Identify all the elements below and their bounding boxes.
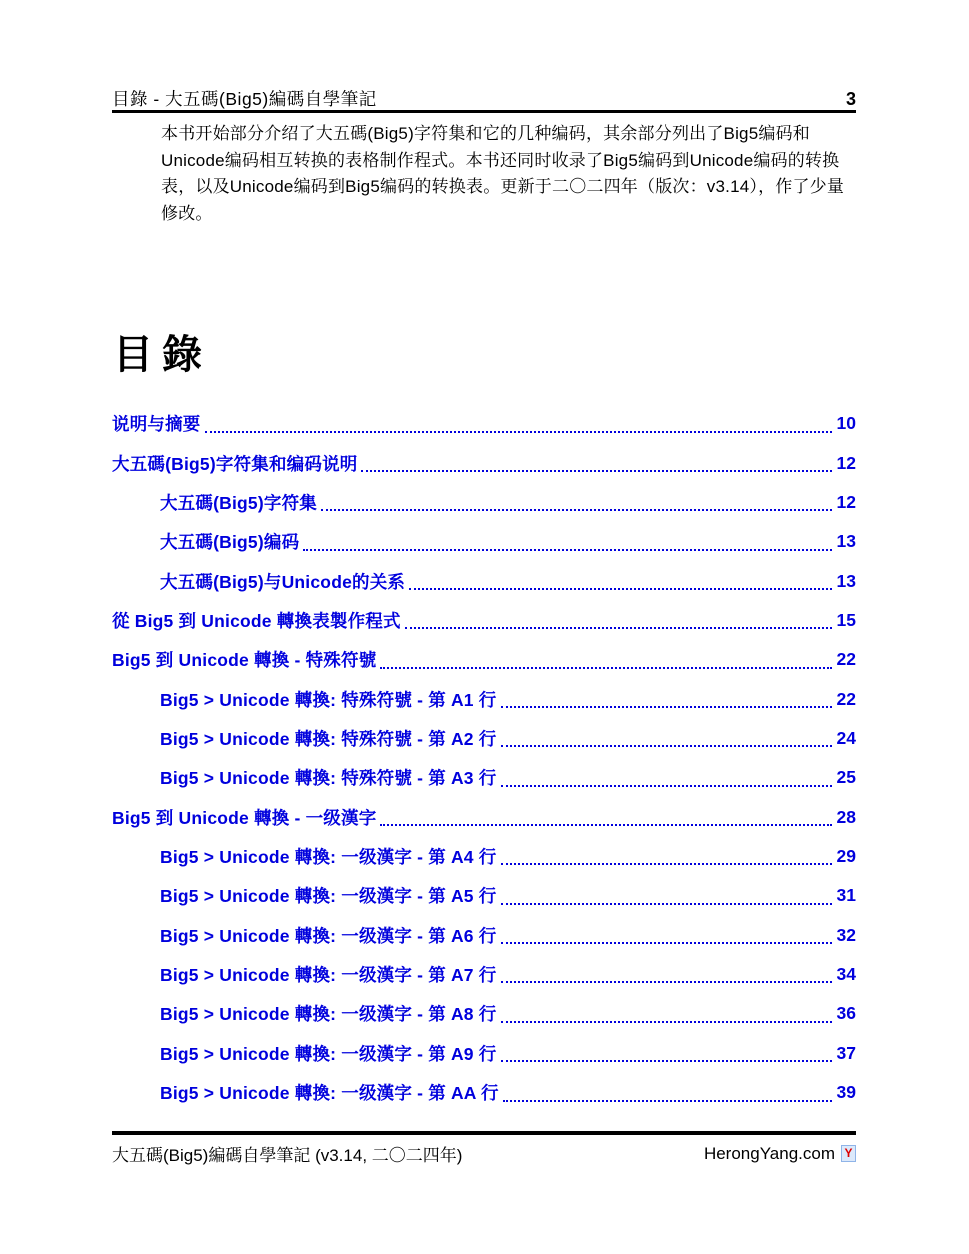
toc-entry-label[interactable]: Big5 > Unicode 轉換: 一级漢字 - 第 A7 行 [160,964,497,985]
toc-leader-dots [380,651,831,669]
footer-site-name[interactable]: HerongYang.com [703,1143,835,1163]
toc-leader-dots [501,847,832,865]
toc-entry-label[interactable]: Big5 > Unicode 轉換: 特殊符號 - 第 A1 行 [160,689,497,710]
toc-entry-label[interactable]: Big5 到 Unicode 轉換 - 特殊符號 [112,650,377,671]
toc-leader-dots [321,493,832,511]
toc-title: 目錄 [113,333,211,377]
toc-page-number[interactable]: 36 [836,1003,856,1024]
toc-entry-label[interactable]: Big5 > Unicode 轉換: 特殊符號 - 第 A3 行 [160,768,497,789]
toc-entry[interactable] [112,915,856,954]
toc-entry-label[interactable]: Big5 > Unicode 轉換: 一级漢字 - 第 A4 行 [160,846,497,867]
toc-list [112,404,856,1112]
toc-entry[interactable] [112,443,856,482]
toc-entry[interactable] [112,994,856,1033]
toc-entry-label[interactable]: Big5 > Unicode 轉換: 一级漢字 - 第 A5 行 [160,886,497,907]
toc-leader-dots [380,808,831,826]
toc-entry-label[interactable]: 大五碼(Big5)字符集和编码说明 [112,453,358,474]
toc-entry[interactable] [112,522,856,561]
toc-page-number[interactable]: 12 [836,491,856,512]
page-header [112,86,856,111]
intro-line: 修改。 [161,204,213,224]
toc-page-number[interactable]: 15 [836,609,856,630]
toc-leader-dots [361,454,831,472]
toc-leader-dots [501,729,832,747]
toc-page-number[interactable]: 25 [836,767,856,788]
toc-leader-dots [501,690,832,708]
toc-entry[interactable] [112,1034,856,1073]
footer-book-title: 大五碼(Big5)編碼自學筆記 (v3.14, 二〇二四年) [112,1146,463,1165]
toc-entry[interactable] [112,1073,856,1112]
toc-entry[interactable] [112,561,856,600]
header-title: 目錄 - 大五碼(Big5)編碼自學筆記 [112,89,377,109]
toc-leader-dots [501,965,832,983]
herongyang-logo-icon: Y [841,1145,856,1162]
toc-entry[interactable] [112,758,856,797]
toc-entry[interactable] [112,876,856,915]
intro-paragraph [161,121,856,228]
toc-entry-label[interactable]: Big5 > Unicode 轉換: 一级漢字 - 第 A8 行 [160,1004,497,1025]
toc-entry-label[interactable]: 说明与摘要 [112,414,201,435]
toc-page-number[interactable]: 28 [836,806,856,827]
toc-entry-label[interactable]: 大五碼(Big5)编码 [160,532,300,553]
toc-leader-dots [501,769,832,787]
footer-site [704,1144,856,1164]
toc-entry[interactable] [112,679,856,718]
toc-leader-dots [501,887,832,905]
toc-page-number[interactable]: 10 [836,413,856,434]
toc-leader-dots [501,1005,832,1023]
toc-page-number[interactable]: 32 [836,924,856,945]
toc-entry-label[interactable]: Big5 > Unicode 轉換: 一级漢字 - 第 A9 行 [160,1043,497,1064]
header-page-number: 3 [845,89,856,109]
toc-page-number[interactable]: 34 [836,963,856,984]
toc-page-number[interactable]: 39 [836,1082,856,1103]
toc-page-number[interactable]: 37 [836,1042,856,1063]
toc-page-number[interactable]: 24 [836,727,856,748]
toc-entry[interactable] [112,640,856,679]
toc-page-number[interactable]: 12 [836,452,856,473]
toc-leader-dots [409,572,831,590]
toc-entry-label[interactable]: Big5 > Unicode 轉換: 特殊符號 - 第 A2 行 [160,728,497,749]
toc-entry[interactable] [112,404,856,443]
toc-page-number[interactable]: 31 [836,885,856,906]
toc-entry-label[interactable]: 大五碼(Big5)与Unicode的关系 [160,571,406,592]
intro-line: 本书开始部分介绍了大五碼(Big5)字符集和它的几种编码，其余部分列出了Big5编码和 [161,124,810,143]
toc-entry-label[interactable]: Big5 > Unicode 轉換: 一级漢字 - 第 AA 行 [160,1083,499,1104]
intro-line: Unicode编码相互转换的表格制作程式。本书还同时收录了Big5编码到Unicode编码的转换 [161,150,840,170]
toc-page-number[interactable]: 13 [836,531,856,552]
page-footer [112,1141,856,1166]
toc-page-number[interactable]: 29 [836,845,856,866]
toc-entry[interactable] [112,837,856,876]
toc-page-number[interactable]: 22 [836,688,856,709]
toc-leader-dots [405,611,832,629]
toc-entry[interactable] [112,719,856,758]
toc-leader-dots [503,1084,832,1102]
toc-entry-label[interactable]: Big5 到 Unicode 轉換 - 一级漢字 [112,807,377,828]
toc-entry[interactable] [112,483,856,522]
toc-entry[interactable] [112,955,856,994]
toc-entry-label[interactable]: 大五碼(Big5)字符集 [160,492,317,513]
toc-leader-dots [501,1044,832,1062]
toc-leader-dots [303,533,831,551]
header-divider [112,110,856,113]
toc-leader-dots [501,926,832,944]
toc-entry[interactable] [112,601,856,640]
footer-divider [112,1131,856,1135]
toc-entry-label[interactable]: 從 Big5 到 Unicode 轉換表製作程式 [112,610,401,631]
toc-page-number[interactable]: 13 [836,570,856,591]
toc-entry[interactable] [112,797,856,836]
toc-entry-label[interactable]: Big5 > Unicode 轉換: 一级漢字 - 第 A6 行 [160,925,497,946]
toc-leader-dots [205,415,832,433]
toc-page-number[interactable]: 22 [836,649,856,670]
intro-line: 表，以及Unicode编码到Big5编码的转换表。更新于二〇二四年（版次：v3.14），作了少量 [161,177,845,197]
